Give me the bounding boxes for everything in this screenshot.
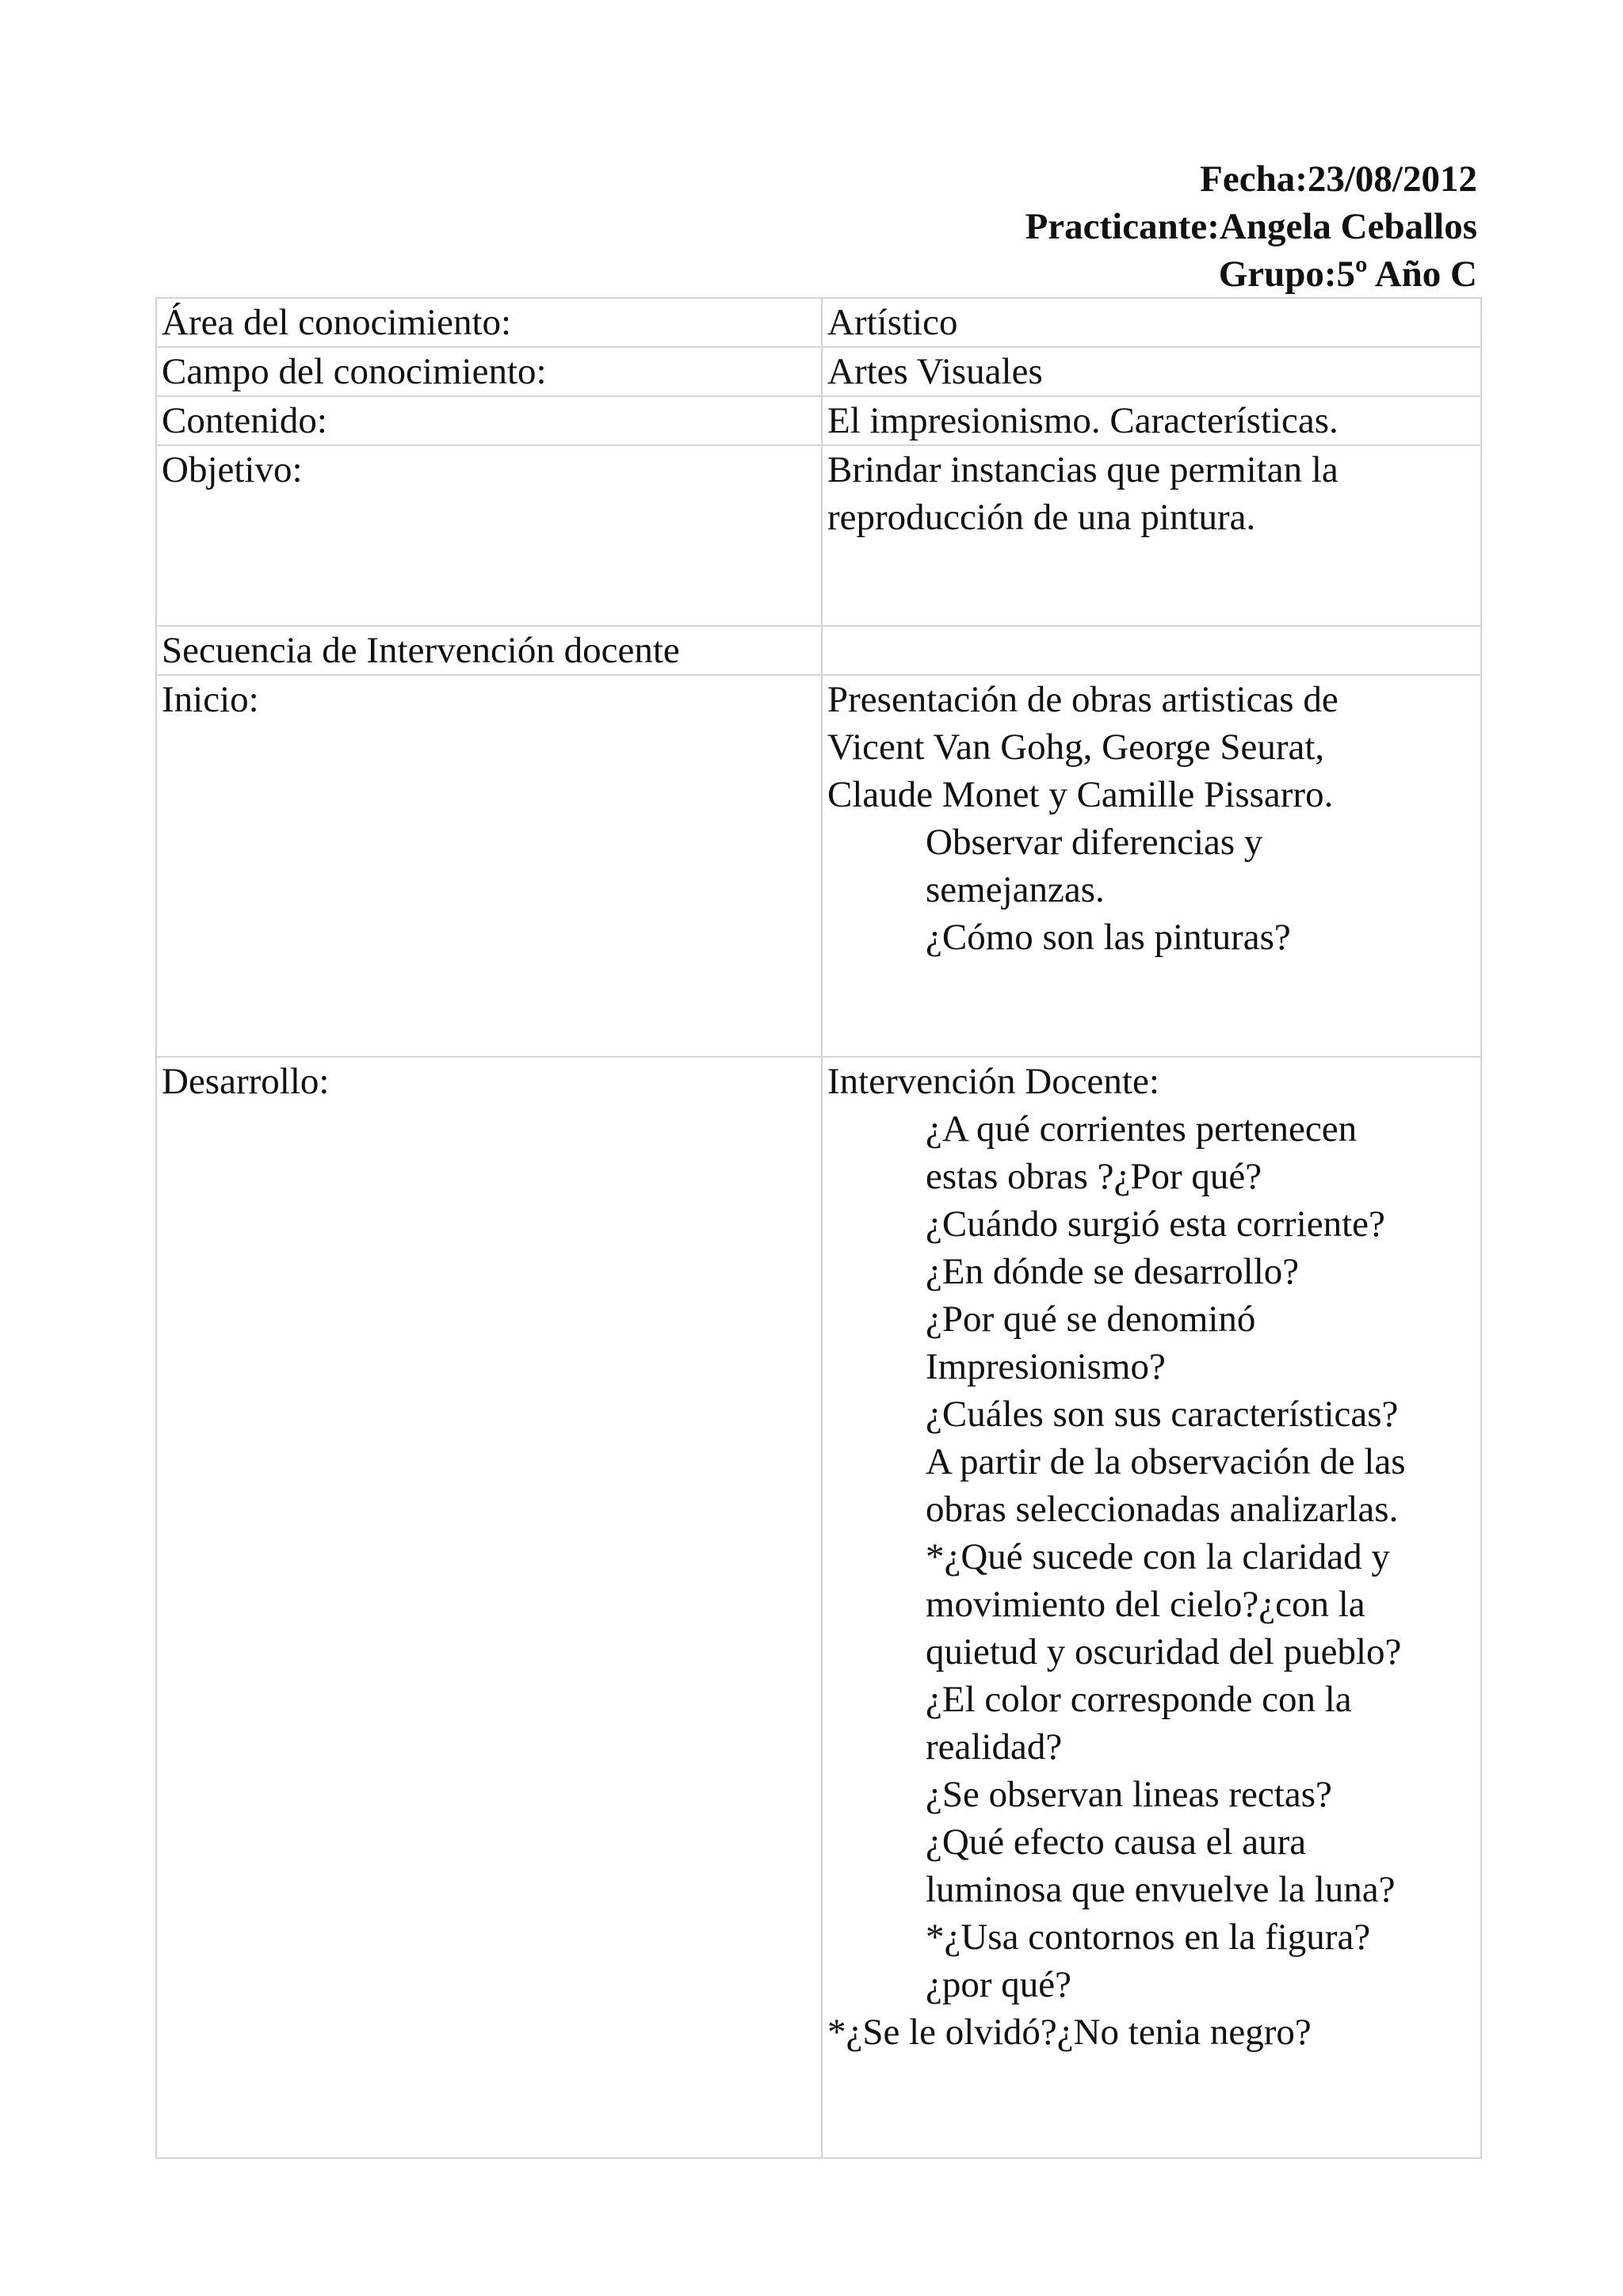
desarrollo-question: movimiento del cielo?¿con la [926,1584,1365,1625]
area-label: Área del conocimiento: [156,298,822,347]
secuencia-value [822,626,1481,675]
inicio-indented-line: Observar diferencias y [926,822,1263,863]
desarrollo-closing: *¿Se le olvidó?¿No tenia negro? [827,2012,1312,2053]
desarrollo-question: ¿Cuáles son sus características? [926,1394,1399,1435]
table-row-inicio [156,675,1481,1057]
desarrollo-question: ¿Por qué se denominó [926,1299,1256,1340]
table-row-campo [156,347,1481,396]
table-row-objetivo [156,445,1481,626]
inicio-line: Presentación de obras artisticas de [827,679,1338,720]
desarrollo-label: Desarrollo: [156,1057,822,2158]
table-row-desarrollo [156,1057,1481,2158]
practicante-text: Practicante:Angela Ceballos [1025,206,1477,247]
grupo-text: Grupo:5º Año C [1218,254,1477,295]
campo-value: Artes Visuales [822,347,1481,396]
contenido-label: Contenido: [156,396,822,445]
desarrollo-question: estas obras ?¿Por qué? [926,1156,1262,1197]
objetivo-label: Objetivo: [156,445,822,626]
desarrollo-question: obras seleccionadas analizarlas. [926,1489,1399,1530]
inicio-indented-line: ¿Cómo son las pinturas? [926,917,1291,958]
desarrollo-question: *¿Usa contornos en la figura? [926,1917,1371,1958]
desarrollo-question: ¿Cuándo surgió esta corriente? [926,1203,1385,1245]
inicio-line: Vicent Van Gohg, George Seurat, [827,727,1325,768]
desarrollo-question: ¿Qué efecto causa el aura [926,1821,1307,1863]
desarrollo-question: ¿El color corresponde con la [926,1679,1352,1720]
table-row-contenido [156,396,1481,445]
desarrollo-question: *¿Qué sucede con la claridad y [926,1536,1390,1577]
inicio-indented-line: semejanzas. [926,869,1105,910]
inicio-line: Claude Monet y Camille Pissarro. [827,774,1334,815]
area-value: Artístico [822,298,1481,347]
desarrollo-question: Impresionismo? [926,1346,1166,1387]
desarrollo-question: ¿Se observan lineas rectas? [926,1774,1332,1815]
desarrollo-question: realidad? [926,1726,1063,1768]
desarrollo-intro: Intervención Docente: [827,1061,1159,1102]
inicio-label: Inicio: [156,675,822,1057]
objetivo-line: Brindar instancias que permitan la [827,449,1338,490]
objetivo-line: reproducción de una pintura. [827,497,1256,538]
inicio-value [822,675,1481,1057]
table-row-area [156,298,1481,347]
desarrollo-question: ¿En dónde se desarrollo? [926,1251,1300,1292]
desarrollo-question: luminosa que envuelve la luna? [926,1869,1396,1910]
table-row-secuencia [156,626,1481,675]
objetivo-value [822,445,1481,626]
campo-label: Campo del conocimiento: [156,347,822,396]
fecha-text: Fecha:23/08/2012 [1200,158,1477,200]
contenido-value: El impresionismo. Características. [822,396,1481,445]
document-header [1025,155,1477,298]
lesson-plan-table [155,297,1482,2159]
desarrollo-question: ¿por qué? [926,1964,1071,2005]
secuencia-label: Secuencia de Intervención docente [156,626,822,675]
desarrollo-question: ¿A qué corrientes pertenecen [926,1108,1358,1150]
desarrollo-question: quietud y oscuridad del pueblo? [926,1631,1402,1672]
desarrollo-value [822,1057,1481,2158]
desarrollo-question: A partir de la observación de las [926,1441,1406,1482]
